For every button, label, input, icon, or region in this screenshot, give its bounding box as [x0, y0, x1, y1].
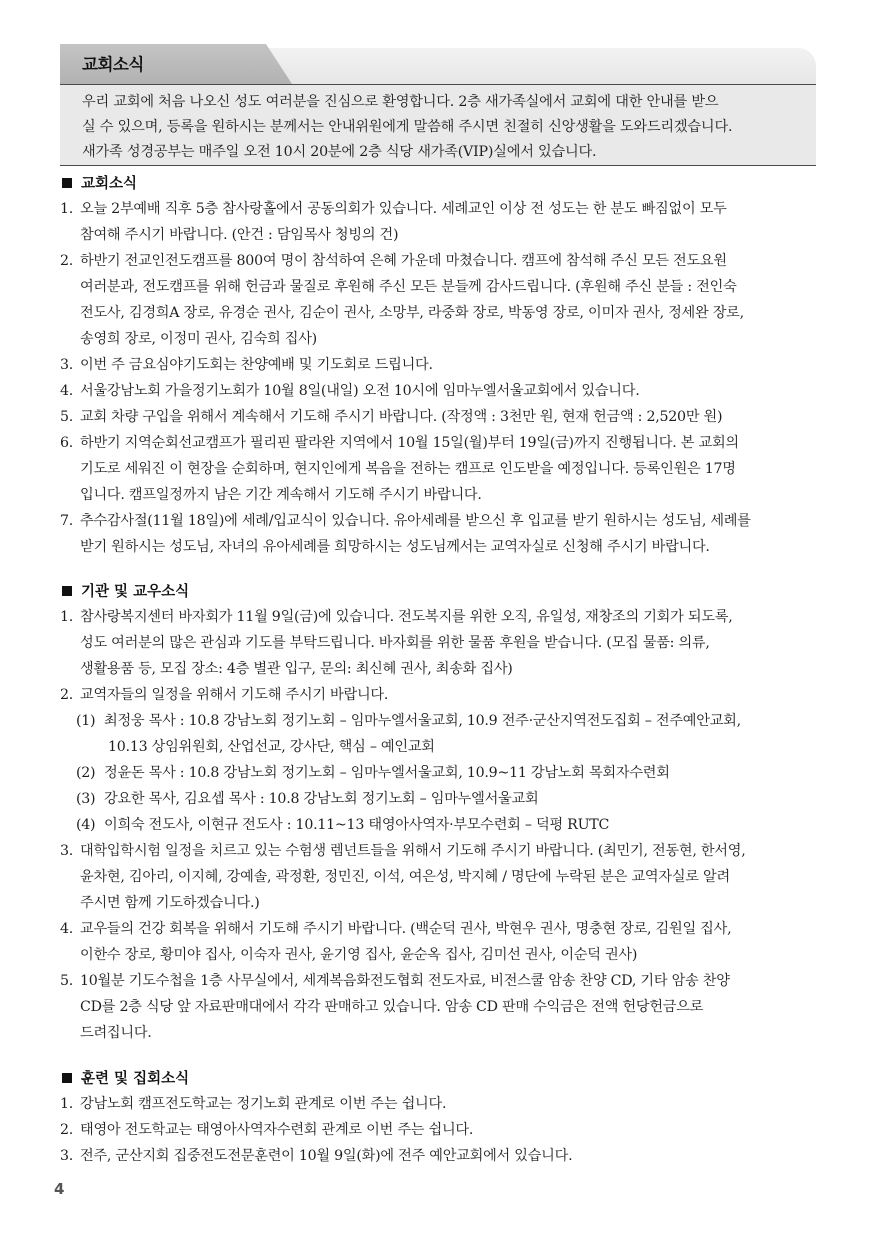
section-heading	[62, 172, 137, 196]
item-text: 성도 여러분의 많은 관심과 기도를 부탁드립니다. 바자회를 위한 물품 후원을 받습니다. (모집 물품: 의류,	[80, 635, 710, 651]
square-bullet-icon	[62, 178, 72, 188]
item-text: 여러분과, 전도캠프를 위해 헌금과 물질로 후원해 주신 모든 분들께 감사드립니다. (후원해 주신 분들 : 전인숙	[80, 279, 737, 295]
section-title: 기관 및 교우소식	[81, 584, 190, 600]
item-text: 생활용품 등, 모집 장소: 4층 별관 입구, 문의: 최신혜 권사, 최송화 집사)	[80, 661, 513, 677]
item-text: 태영아 전도학교는 태영아사역자수련회 관계로 이번 주는 쉽니다.	[80, 1122, 474, 1138]
item-number: 1.	[60, 1096, 74, 1112]
item-text: 전주, 군산지회 집중전도전문훈련이 10월 9일(화)에 전주 예안교회에서 있습니다.	[80, 1148, 573, 1164]
item-text: 교우들의 건강 회복을 위해서 기도해 주시기 바랍니다. (백순덕 권사, 박현우 권사, 명충현 장로, 김원일 집사,	[80, 921, 732, 937]
section-heading	[62, 1067, 189, 1091]
sub-item-text: 최정웅 목사 : 10.8 강남노회 정기노회 – 임마누엘서울교회, 10.9 전주·군산지역전도집회 – 전주예안교회,	[104, 713, 741, 729]
sub-item-text: 정윤돈 목사 : 10.8 강남노회 정기노회 – 임마누엘서울교회, 10.9~11 강남노회 목회자수련회	[104, 765, 670, 781]
item-text: 대학입학시험 일정을 치르고 있는 수험생 렘넌트들을 위해서 기도해 주시기 바랍니다. (최민기, 전동현, 한서영,	[80, 843, 746, 859]
section-title: 교회소식	[81, 176, 138, 192]
item-number: 3.	[60, 843, 74, 859]
sub-item-text: 10.13 상임위원회, 산업선교, 강사단, 핵심 – 예인교회	[108, 739, 435, 755]
item-text: 입니다. 캠프일정까지 남은 기간 계속해서 기도해 주시기 바랍니다.	[80, 487, 482, 503]
sub-item-number: (4)	[76, 817, 96, 833]
item-text: 참여해 주시기 바랍니다. (안건 : 담임목사 청빙의 건)	[80, 227, 399, 243]
item-text: 추수감사절(11월 18일)에 세례/입교식이 있습니다. 유아세례를 받으신 후 입교를 받기 원하시는 성도님, 세례를	[80, 513, 751, 529]
item-text: 하반기 지역순회선교캠프가 필리핀 팔라완 지역에서 10월 15일(월)부터 19일(금)까지 진행됩니다. 본 교회의	[80, 435, 739, 451]
item-number: 6.	[60, 435, 74, 451]
item-number: 4.	[60, 921, 74, 937]
item-number: 2.	[60, 253, 74, 269]
welcome-text-line: 우리 교회에 처음 나오신 성도 여러분을 진심으로 환영합니다. 2층 새가족실에서 교회에 대한 안내를 받으	[82, 94, 719, 110]
item-text: 이한수 장로, 황미야 집사, 이숙자 권사, 윤기영 집사, 윤순옥 집사, 김미선 권사, 이순덕 권사)	[80, 947, 638, 963]
item-text: 오늘 2부예배 직후 5층 참사랑홀에서 공동의회가 있습니다. 세례교인 이상 전 성도는 한 분도 빠짐없이 모두	[80, 201, 727, 217]
item-text: 송영희 장로, 이정미 권사, 김숙희 집사)	[80, 331, 317, 347]
sub-item-text: 이희숙 전도사, 이현규 전도사 : 10.11~13 태영아사역자·부모수련회 – 덕평 RUTC	[104, 817, 610, 833]
welcome-box	[60, 84, 816, 166]
section-title: 훈련 및 집회소식	[81, 1071, 190, 1087]
item-text: 교역자들의 일정을 위해서 기도해 주시기 바랍니다.	[80, 687, 389, 703]
item-text: 10월분 기도수첩을 1층 사무실에서, 세계복음화전도협회 전도자료, 비전스쿨 암송 찬양 CD, 기타 암송 찬양	[80, 973, 730, 989]
page-number: 4	[54, 1180, 65, 1198]
square-bullet-icon	[62, 586, 72, 596]
item-text: 교회 차량 구입을 위해서 계속해서 기도해 주시기 바랍니다. (작정액 : 3천만 원, 현재 헌금액 : 2,520만 원)	[80, 409, 723, 425]
item-text: 서울강남노회 가을정기노회가 10월 8일(내일) 오전 10시에 임마누엘서울교회에서 있습니다.	[80, 383, 640, 399]
sub-item-number: (1)	[76, 713, 96, 729]
item-number: 3.	[60, 1148, 74, 1164]
item-number: 2.	[60, 1122, 74, 1138]
item-text: 주시면 함께 기도하겠습니다.)	[80, 895, 260, 911]
item-number: 3.	[60, 357, 74, 373]
item-text: CD를 2층 식당 앞 자료판매대에서 각각 판매하고 있습니다. 암송 CD 판매 수익금은 전액 헌당헌금으로	[80, 999, 704, 1015]
item-text: 강남노회 캠프전도학교는 정기노회 관계로 이번 주는 쉽니다.	[80, 1096, 447, 1112]
sub-item-number: (2)	[76, 765, 96, 781]
item-text: 드려집니다.	[80, 1025, 152, 1041]
item-number: 5.	[60, 973, 74, 989]
square-bullet-icon	[62, 1073, 72, 1083]
item-number: 1.	[60, 609, 74, 625]
item-text: 기도로 세워진 이 현장을 순회하며, 현지인에게 복음을 전하는 캠프로 인도받을 예정입니다. 등록인원은 17명	[80, 461, 736, 477]
item-number: 4.	[60, 383, 74, 399]
item-text: 참사랑복지센터 바자회가 11월 9일(금)에 있습니다. 전도복지를 위한 오직, 유일성, 재창조의 기회가 되도록,	[80, 609, 733, 625]
item-text: 윤차현, 김아리, 이지혜, 강예솔, 곽정환, 정민진, 이석, 여은성, 박지혜 / 명단에 누락된 분은 교역자실로 알려	[80, 869, 730, 885]
section-heading	[62, 580, 189, 604]
item-text: 하반기 전교인전도캠프를 800여 명이 참석하여 은혜 가운데 마쳤습니다. 캠프에 참석해 주신 모든 전도요원	[80, 253, 727, 269]
item-number: 1.	[60, 201, 74, 217]
sub-item-text: 강요한 목사, 김요셉 목사 : 10.8 강남노회 정기노회 – 임마누엘서울교회	[104, 791, 539, 807]
item-text: 받기 원하시는 성도님, 자녀의 유아세례를 희망하시는 성도님께서는 교역자실로 신청해 주시기 바랍니다.	[80, 539, 710, 555]
item-text: 전도사, 김경희A 장로, 유경순 권사, 김순이 권사, 소망부, 라중화 장로, 박동영 장로, 이미자 권사, 정세완 장로,	[80, 305, 744, 321]
welcome-text-line: 실 수 있으며, 등록을 원하시는 분께서는 안내위원에게 말씀해 주시면 친절히 신앙생활을 도와드리겠습니다.	[82, 119, 733, 135]
item-text: 이번 주 금요심야기도회는 찬양예배 및 기도회로 드립니다.	[80, 357, 433, 373]
welcome-text-line: 새가족 성경공부는 매주일 오전 10시 20분에 2층 식당 새가족(VIP)실에서 있습니다.	[82, 144, 597, 160]
item-number: 5.	[60, 409, 74, 425]
item-number: 2.	[60, 687, 74, 703]
page-title: 교회소식	[82, 55, 144, 74]
item-number: 7.	[60, 513, 74, 529]
sub-item-number: (3)	[76, 791, 96, 807]
